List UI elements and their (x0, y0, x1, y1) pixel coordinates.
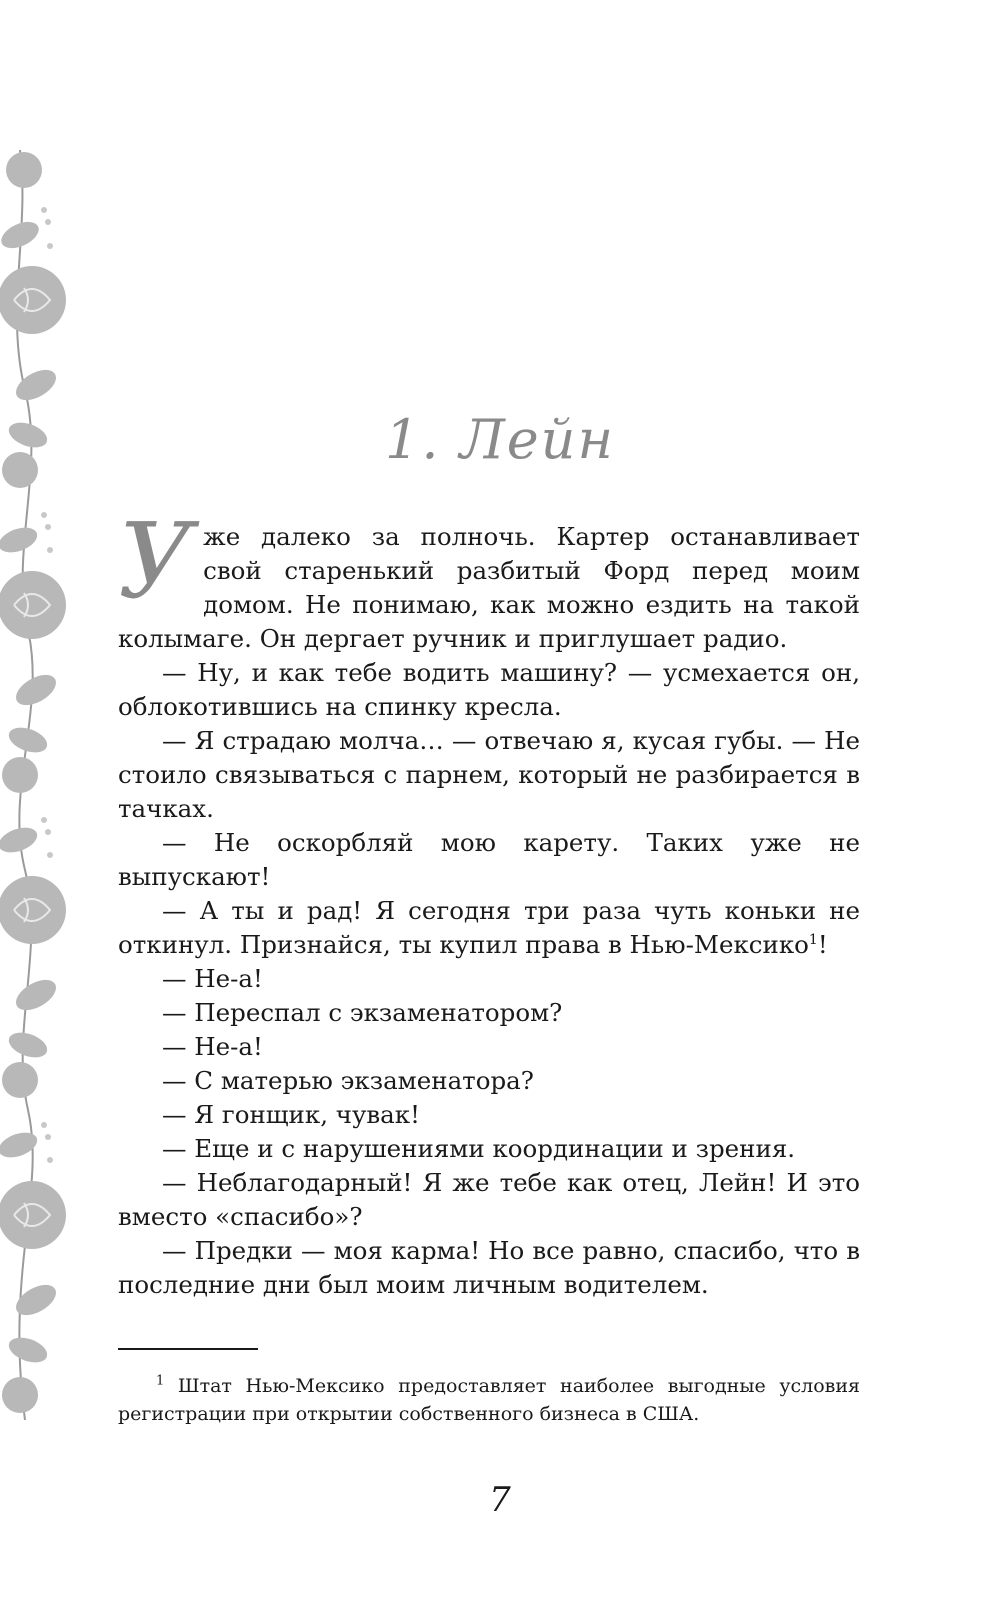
paragraph-text: — Неблагодарный! Я же тебе как отец, Лейн! И это вместо «спасибо»? (118, 1168, 860, 1231)
paragraph-text: — А ты и рад! Я сегодня три раза чуть коньки не откинул. Признайся, ты купил права в Нью-Мексико (118, 896, 860, 959)
paragraph-text: — Переспал с экзаменатором? (162, 998, 563, 1027)
paragraph (118, 1030, 860, 1064)
paragraph-text: — Не-а! (162, 964, 263, 993)
body-text (118, 500, 860, 1302)
paragraph (118, 996, 860, 1030)
paragraph-text: — Предки — моя карма! Но все равно, спасибо, что в последние дни был моим личным водителем. (118, 1236, 860, 1299)
paragraph (118, 1064, 860, 1098)
paragraph (118, 1132, 860, 1166)
footnote-divider (118, 1348, 258, 1350)
footnote-text: Штат Нью-Мексико предоставляет наиболее выгодные условия регистрации при открытии собственного бизнеса в США. (118, 1375, 860, 1425)
paragraph (118, 1234, 860, 1302)
drop-cap: У (118, 500, 194, 622)
paragraph-text: же далеко за полночь. Картер останавливает свой старенький разбитый Форд перед моим домом. Не понимаю, как можно ездить на такой колымаге. Он дергает ручник и приглушает радио. (118, 522, 860, 653)
paragraph-text-end: ! (817, 930, 828, 959)
paragraph-text: — Еще и с нарушениями координации и зрения. (162, 1134, 796, 1163)
paragraph-text: — Не оскорбляй мою карету. Таких уже не выпускают! (118, 828, 860, 891)
paragraph (118, 826, 860, 894)
paragraph-text: — Не-а! (162, 1032, 263, 1061)
rose-vine-ornament-icon (0, 150, 80, 1420)
paragraph (118, 1098, 860, 1132)
paragraph-text: — Ну, и как тебе водить машину? — усмехается он, облокотившись на спинку кресла. (118, 658, 860, 721)
footnote-mark: 1 (156, 1373, 165, 1389)
footnote-reference: 1 (808, 931, 818, 948)
paragraph (118, 962, 860, 996)
paragraph-text: — С матерью экзаменатора? (162, 1066, 534, 1095)
page-number: 7 (489, 1480, 511, 1520)
footnote (118, 1372, 860, 1428)
paragraph (118, 1166, 860, 1234)
paragraph (118, 500, 860, 656)
paragraph (118, 724, 860, 826)
paragraph (118, 894, 860, 962)
chapter-title: 1. Лейн (384, 408, 616, 471)
paragraph (118, 656, 860, 724)
paragraph-text: — Я страдаю молча… — отвечаю я, кусая губы. — Не стоило связываться с парнем, который не разбирается в тачках. (118, 726, 860, 823)
paragraph-text: — Я гонщик, чувак! (162, 1100, 420, 1129)
